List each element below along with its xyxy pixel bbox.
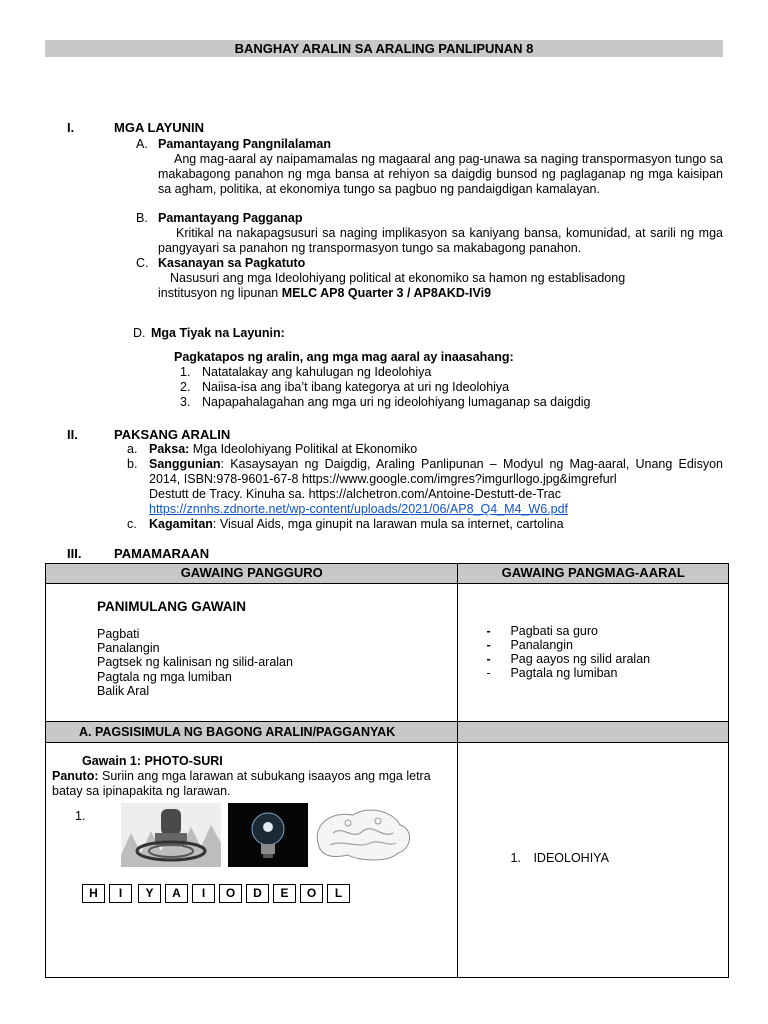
s1b-letter: B. — [136, 211, 148, 225]
list-item: 1. — [180, 365, 191, 379]
col-header-student: GAWAING PANGMAG-AARAL — [458, 564, 729, 584]
photo-strip — [46, 803, 458, 869]
letter-box[interactable]: I — [109, 884, 132, 903]
letter-box[interactable]: E — [273, 884, 296, 903]
gawain-item-number: 1. — [75, 809, 86, 823]
list-item: 2. — [180, 380, 191, 394]
s1c-title: Kasanayan sa Pagkatuto — [158, 256, 306, 270]
letter-box[interactable]: Y — [138, 884, 161, 903]
panimula-teacher-cell — [46, 584, 458, 722]
s2b-text2: Destutt de Tracy. Kinuha sa. https://alchetron.com/Antoine-Destutt-de-Trac — [149, 487, 561, 501]
s1c-letter: C. — [136, 256, 149, 270]
s2c-letter: c. — [127, 517, 137, 531]
student-list — [486, 624, 650, 680]
list-item: - Panalangin — [486, 638, 573, 652]
s1d-title: Mga Tiyak na Layunin: — [151, 326, 285, 340]
s1c-text: Nasusuri ang mga Ideolohiyang political at ekonomiko sa hamon ng establisadong institusyon ng lipunan MELC AP8 Quarter 3 / AP8AKD-IVi9 — [158, 271, 626, 300]
s2c-text: Kagamitan: Visual Aids, mga ginupit na larawan mula sa internet, cartolina — [149, 517, 564, 531]
letter-box[interactable]: I — [192, 884, 215, 903]
fist-chains-image — [121, 803, 221, 867]
s1a-letter: A. — [136, 137, 148, 151]
gawain-panuto: Panuto: Suriin ang mga larawan at subukang isaayos ang mga letra batay sa ipinapakita ng larawan. — [52, 769, 431, 798]
s2b-letter: b. — [127, 457, 138, 471]
s1b-text: Kritikal na nakapagsusuri sa naging implikasyon sa kaniyang bansa, komunidad, at sarili ng mga pangyayari sa panahon ng transpormasyon tungo sa makabagong panahon. — [158, 226, 723, 255]
panimula-list — [97, 627, 293, 698]
list-item: 3. — [180, 395, 191, 409]
reference-link[interactable]: https://znnhs.zdnorte.net/wp-content/uploads/2021/06/AP8_Q4_M4_W6.pdf — [149, 502, 569, 516]
list-item: - Pagbati sa guro — [486, 624, 598, 638]
s1b-title: Pamantayang Pagganap — [158, 211, 303, 225]
light-bulb-image — [228, 803, 308, 867]
section-a-title: A. PAGSISIMULA NG BAGONG ARALIN/PAGGANYAK — [79, 725, 396, 739]
letter-boxes — [82, 884, 354, 903]
list-item: Panalangin — [97, 641, 160, 656]
list-item: Napapahalagahan ang mga uri ng ideolohiyang lumaganap sa daigdig — [202, 395, 591, 409]
list-item: Pagbati — [97, 627, 140, 641]
procedure-table — [45, 563, 729, 978]
s1a-title: Pamantayang Pangnilalaman — [158, 137, 331, 151]
panimula-title: PANIMULANG GAWAIN — [97, 599, 246, 614]
section1-title: MGA LAYUNIN — [114, 120, 205, 135]
list-item: Naiisa-isa ang iba’t ibang kategorya at uri ng Ideolohiya — [202, 380, 510, 394]
answer-text: IDEOLOHIYA — [533, 851, 609, 865]
letter-box[interactable]: L — [327, 884, 350, 903]
col-header-teacher: GAWAING PANGGURO — [46, 564, 458, 584]
letter-box[interactable]: O — [219, 884, 242, 903]
s1d-intro: Pagkatapos ng aralin, ang mga mag aaral ay inaasahang: — [174, 350, 514, 364]
letter-box[interactable]: A — [165, 884, 188, 903]
letter-box[interactable]: D — [246, 884, 269, 903]
gawain-title: Gawain 1: PHOTO-SURI — [82, 754, 223, 768]
page-title: BANGHAY ARALIN SA ARALING PANLIPUNAN 8 — [45, 40, 723, 57]
list-item: Natatalakay ang kahulugan ng Ideolohiya — [202, 365, 432, 379]
letter-box[interactable]: H — [82, 884, 105, 903]
section2-title: PAKSANG ARALIN — [114, 427, 231, 442]
list-item: Balik Aral — [97, 683, 150, 698]
gawain-teacher-cell — [46, 743, 458, 978]
list-item: - Pag aayos ng silid aralan — [486, 652, 651, 666]
s2b-text: Sanggunian: Kasaysayan ng Daigdig, Araling Panlipunan – Modyul ng Mag-aaral, Unang Edisyon 2014, ISBN:978-9601-67-8 https://www.google.com/imgres?imgurllogo.jpg&imgrefurl — [149, 457, 723, 486]
panimula-student-cell — [458, 584, 729, 722]
s1a-text: Ang mag-aaral ay naipamamalas ng magaaral ang pag-unawa sa naging transpormasyon tungo sa makabagong panahon ng mga bansa at rehiyon sa daigdig bunsod ng paglaganap ng mga kaisipan sa agham, politika, at ekonomiya tungo sa pagbuo ng pandaigdigan kamalayan. — [158, 152, 723, 196]
section2-number: II. — [67, 427, 78, 442]
section1-number: I. — [67, 120, 75, 135]
thinking-brain-image — [308, 803, 418, 867]
melc-code: MELC AP8 Quarter 3 / AP8AKD-IVi9 — [281, 286, 492, 300]
section3-title: PAMAMARAAN — [114, 546, 210, 561]
answer-number: 1. — [510, 851, 521, 865]
gawain-student-cell — [458, 743, 729, 978]
list-item: - Pagtala ng lumiban — [486, 666, 618, 680]
letter-box[interactable]: O — [300, 884, 323, 903]
s2a-text: Paksa: Mga Ideolohiyang Politikal at Ekonomiko — [149, 442, 418, 456]
section-a-header-blank — [458, 722, 729, 743]
s2a-letter: a. — [127, 442, 138, 456]
s1d-letter: D. — [133, 326, 146, 340]
section3-number: III. — [67, 546, 82, 561]
section-a-header — [46, 722, 458, 743]
list-item: Pagtala ng mga lumiban — [97, 669, 232, 684]
list-item: Pagtsek ng kalinisan ng silid-aralan — [97, 655, 293, 670]
